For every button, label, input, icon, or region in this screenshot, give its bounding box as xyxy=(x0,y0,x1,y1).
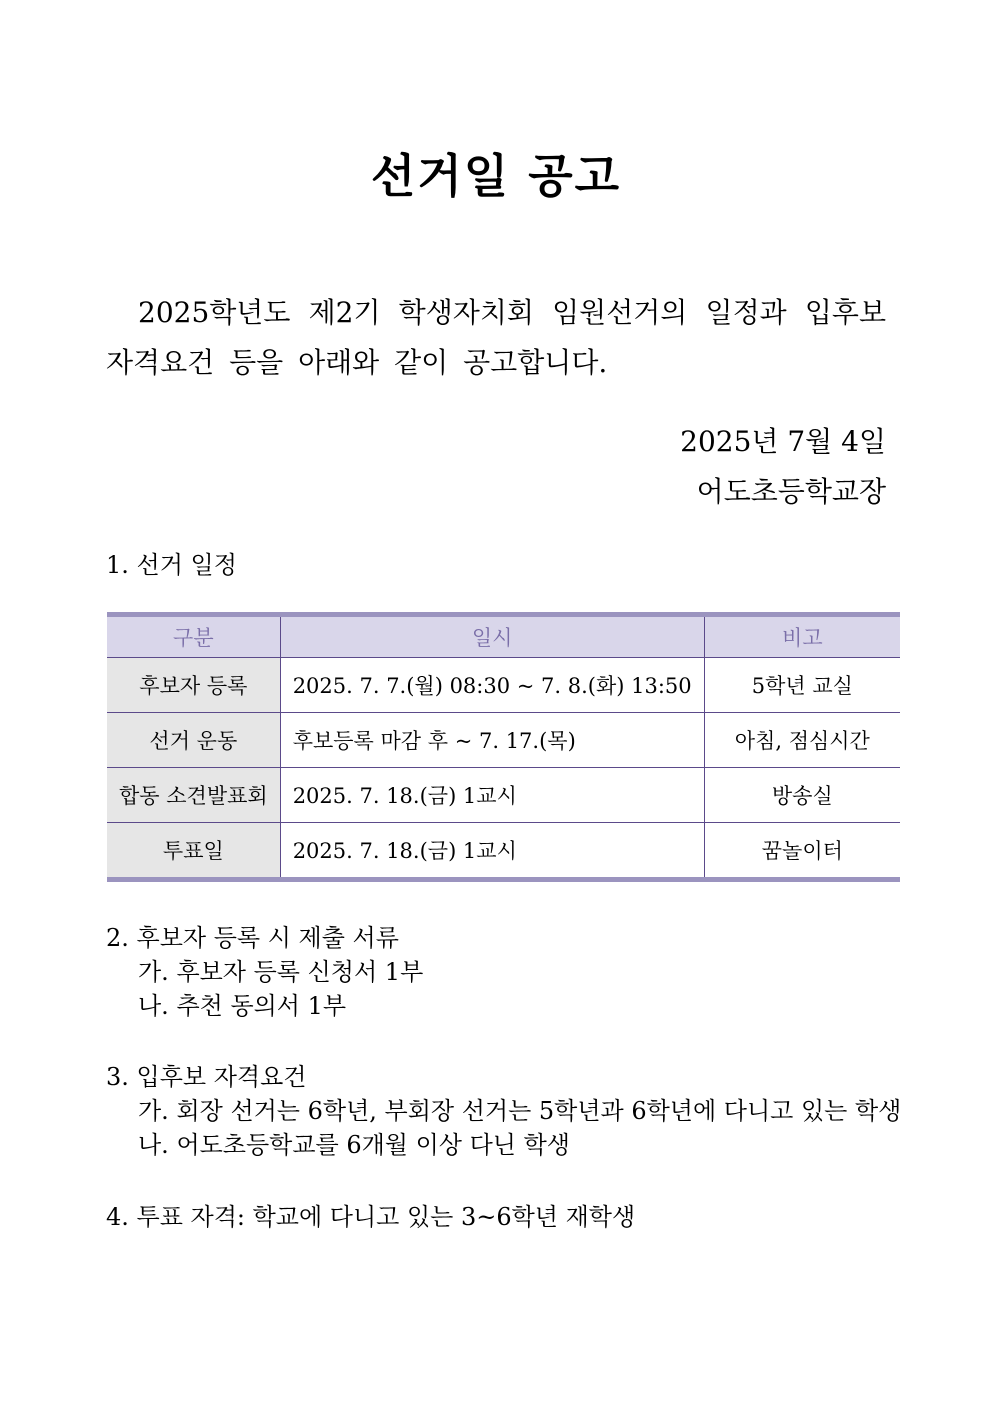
table-row xyxy=(107,768,900,823)
column-header-category: 구분 xyxy=(107,615,280,658)
table-row xyxy=(107,658,900,713)
row-note: 아침, 점심시간 xyxy=(704,713,900,768)
list-item: 가. 회장 선거는 6학년, 부회장 선거는 5학년과 6학년에 다니고 있는 학생 xyxy=(138,1097,902,1125)
section-heading: 1. 선거 일정 xyxy=(106,551,237,579)
row-category: 투표일 xyxy=(107,823,280,880)
page-title: 선거일 공고 xyxy=(370,149,622,203)
column-header-note: 비고 xyxy=(704,615,900,658)
list-item: 나. 추천 동의서 1부 xyxy=(138,992,347,1020)
intro-paragraph: 2025학년도 제2기 학생자치회 임원선거의 일정과 입후보 자격요건 등을 아래와 같이 공고합니다. xyxy=(106,296,886,379)
schedule-table xyxy=(107,612,900,882)
row-when: 2025. 7. 18.(금) 1교시 xyxy=(280,768,704,823)
row-note: 방송실 xyxy=(704,768,900,823)
row-note: 5학년 교실 xyxy=(704,658,900,713)
table-row xyxy=(107,713,900,768)
column-header-when: 일시 xyxy=(280,615,704,658)
section-eligibility xyxy=(106,1060,906,1162)
table-header-row xyxy=(107,615,900,658)
notice-date: 2025년 7월 4일 xyxy=(680,425,886,458)
row-category: 후보자 등록 xyxy=(107,658,280,713)
table-row xyxy=(107,823,900,880)
section-heading: 4. 투표 자격: 학교에 다니고 있는 3~6학년 재학생 xyxy=(106,1203,636,1231)
notice-issuer: 어도초등학교장 xyxy=(696,475,886,508)
section-heading: 3. 입후보 자격요건 xyxy=(106,1063,307,1091)
row-when: 2025. 7. 18.(금) 1교시 xyxy=(280,823,704,880)
row-when: 후보등록 마감 후 ~ 7. 17.(목) xyxy=(280,713,704,768)
section-voting xyxy=(106,1200,906,1234)
list-item: 가. 후보자 등록 신청서 1부 xyxy=(138,958,424,986)
section-schedule xyxy=(106,548,906,582)
list-item: 나. 어도초등학교를 6개월 이상 다닌 학생 xyxy=(138,1131,570,1159)
row-category: 합동 소견발표회 xyxy=(107,768,280,823)
row-note: 꿈놀이터 xyxy=(704,823,900,880)
section-documents xyxy=(106,921,906,1023)
row-when: 2025. 7. 7.(월) 08:30 ~ 7. 8.(화) 13:50 xyxy=(280,658,704,713)
section-heading: 2. 후보자 등록 시 제출 서류 xyxy=(106,924,399,952)
row-category: 선거 운동 xyxy=(107,713,280,768)
